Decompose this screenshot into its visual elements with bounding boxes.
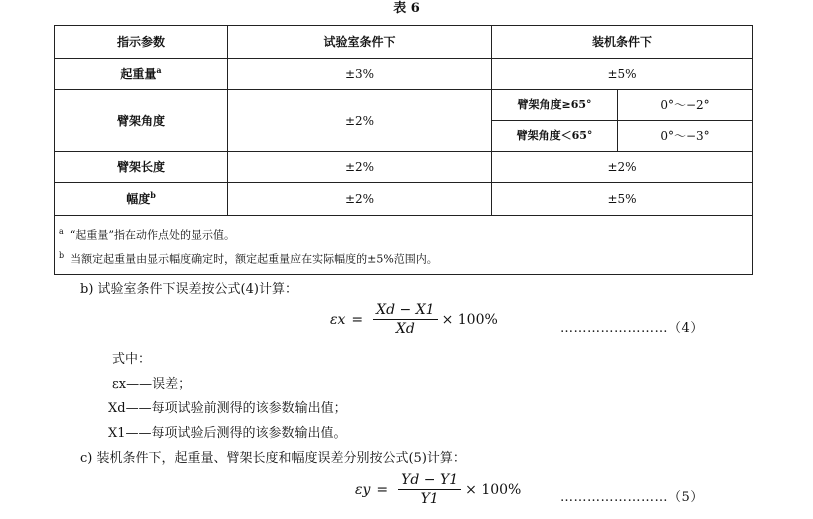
- header-lab: 试验室条件下: [228, 26, 492, 59]
- cell-lab-amplitude: ±2%: [228, 183, 492, 216]
- row-name-lift-weight: 起重量$^a$: [55, 59, 228, 90]
- cell-lab-boom-angle: ±2%: [228, 90, 492, 152]
- item-c-text: c) 装机条件下，起重量、臂架长度和幅度误差分别按公式(5)计算：: [80, 451, 466, 466]
- cell-install-boom-length: ±2%: [492, 152, 753, 183]
- table-note-row: [55, 246, 753, 275]
- cell-condition-ge65: 臂架角度≥65°: [492, 90, 618, 121]
- definition-x1: X1——每项试验后测得的该参数输出值。: [108, 426, 347, 441]
- formula-4-denominator: Xd: [395, 321, 415, 337]
- spec-table: [54, 25, 753, 275]
- cell-condition-lt65: 臂架角度＜65°: [492, 121, 618, 152]
- cell-lab-boom-length: ±2%: [228, 152, 492, 183]
- cell-install-lift-weight: ±5%: [492, 59, 753, 90]
- item-b-text: b) 试验室条件下误差按公式(4)计算：: [80, 282, 298, 297]
- row-name-boom-length: 臂架长度: [55, 152, 228, 183]
- formula-5-numerator: Yd − Y1: [398, 472, 461, 490]
- table-row: [55, 183, 753, 216]
- table-note-b: $^b$ 当额定起重量由显示幅度确定时，额定起重量应在实际幅度的±5%范围内。: [55, 246, 753, 275]
- formula-5-lhs: εy: [355, 481, 371, 498]
- formula-4: εx = $\frac{Xd - X1}{Xd}$ × 100%: [330, 302, 498, 337]
- table-title: 表 6: [393, 1, 420, 16]
- where-label: 式中：: [112, 352, 152, 367]
- formula-4-number: ……………………（4）: [560, 321, 704, 336]
- header-install: 装机条件下: [492, 26, 753, 59]
- table-row: [55, 59, 753, 90]
- formula-4-lhs: εx: [330, 311, 346, 328]
- formula-4-numerator: Xd − X1: [373, 302, 437, 320]
- formula-5: εy = $\frac{Yd - Y1}{Y1}$ × 100%: [355, 472, 522, 507]
- formula-5-rhs: × 100%: [465, 481, 522, 498]
- formula-4-fraction: [373, 302, 437, 337]
- row-name-amplitude: 幅度$^b$: [55, 183, 228, 216]
- table-row: [55, 152, 753, 183]
- table-note-row: [55, 216, 753, 247]
- cell-value-ge65: 0°～−2°: [618, 90, 753, 121]
- definition-ex: εx——误差；: [112, 377, 192, 392]
- cell-install-amplitude: ±5%: [492, 183, 753, 216]
- row-name-boom-angle: 臂架角度: [55, 90, 228, 152]
- formula-5-number: ……………………（5）: [560, 490, 704, 505]
- formula-5-denominator: Y1: [420, 491, 439, 507]
- formula-5-fraction: [398, 472, 461, 507]
- cell-value-lt65: 0°～−3°: [618, 121, 753, 152]
- table-note-a: $^a$ “起重量”指在动作点处的显示值。: [55, 216, 753, 247]
- table-row: [55, 90, 753, 121]
- header-param: 指示参数: [55, 26, 228, 59]
- cell-lab-lift-weight: ±3%: [228, 59, 492, 90]
- definition-xd: Xd——每项试验前测得的该参数输出值；: [108, 401, 347, 416]
- formula-4-rhs: × 100%: [441, 311, 498, 328]
- table-header-row: [55, 26, 753, 59]
